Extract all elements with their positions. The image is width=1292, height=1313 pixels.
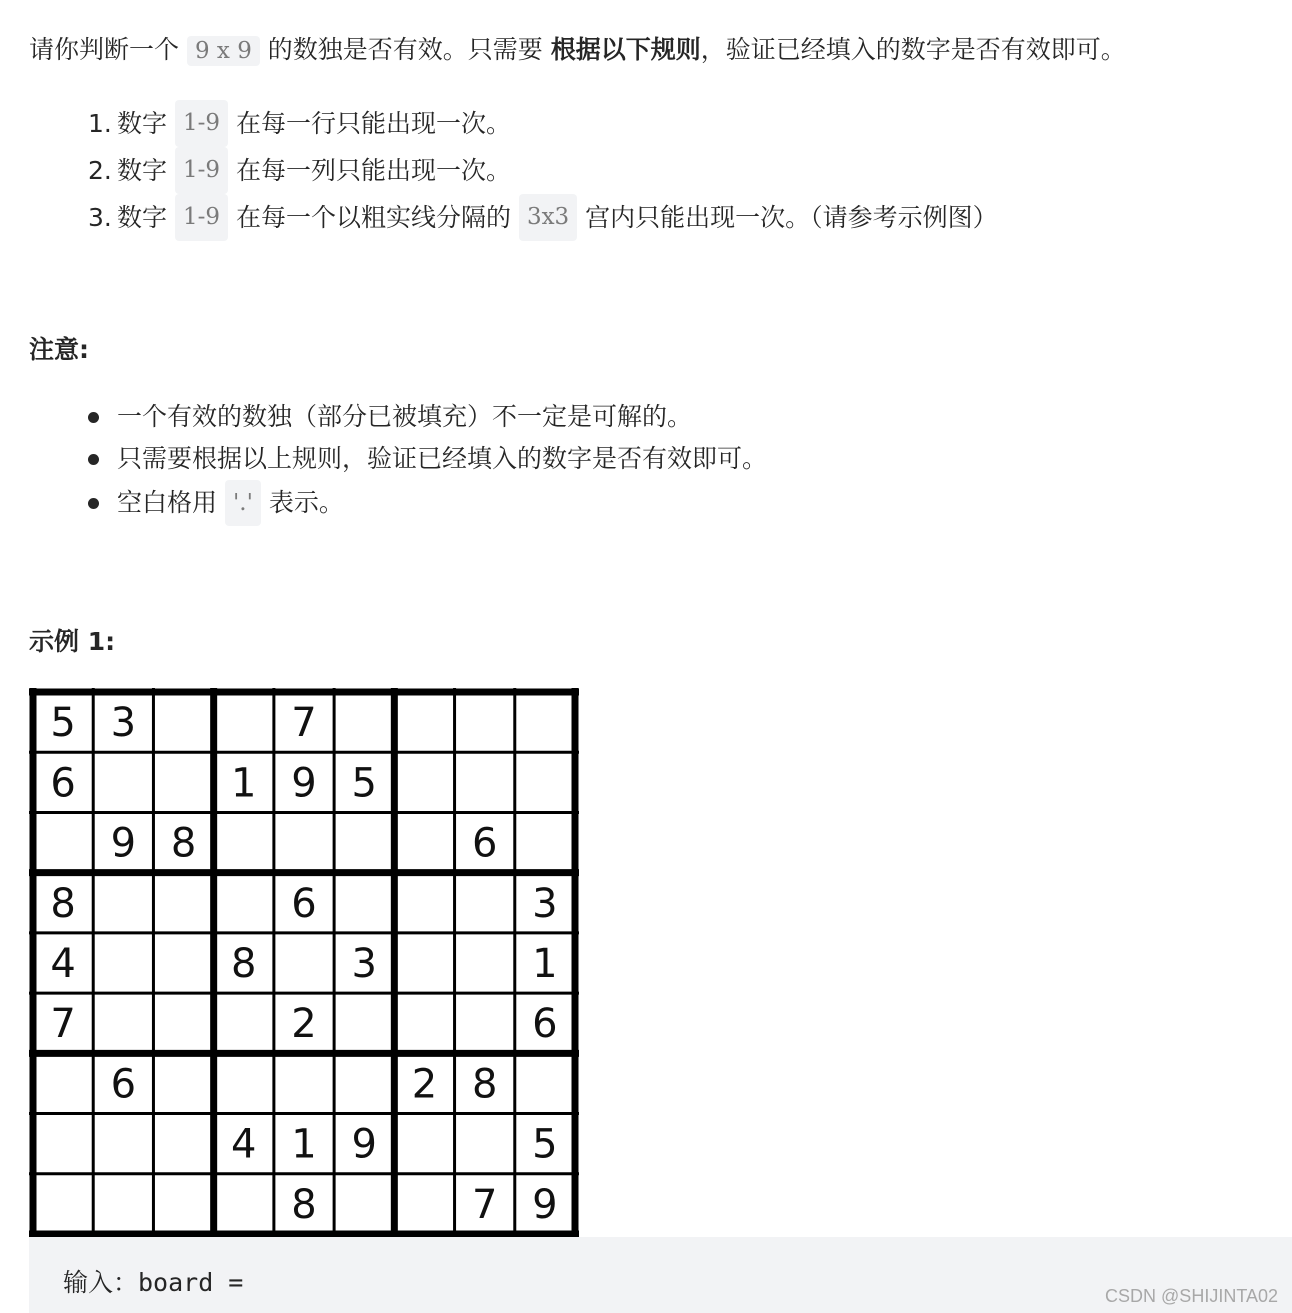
watermark: CSDN @SHIJINTA02	[1105, 1286, 1278, 1306]
sudoku-cell-digit: 2	[291, 1001, 317, 1048]
sudoku-cell-digit: 2	[411, 1061, 438, 1108]
sudoku-cell-digit: 3	[110, 700, 137, 747]
rule-item	[88, 147, 998, 194]
bullet-icon	[88, 498, 99, 509]
bullet-icon	[88, 454, 99, 465]
sudoku-cell-digit: 5	[50, 700, 76, 747]
sudoku-cell-digit: 6	[471, 820, 498, 867]
notes-list	[88, 396, 767, 526]
note-title: 注意:	[29, 335, 89, 364]
sudoku-cell-digit: 8	[291, 1181, 317, 1228]
sudoku-cell-digit: 6	[50, 760, 76, 807]
sudoku-cell-digit: 8	[471, 1061, 498, 1108]
example-code-block	[29, 1237, 1292, 1313]
rule-item	[88, 100, 998, 147]
sudoku-cell-digit: 9	[351, 1121, 377, 1168]
rules-list	[88, 100, 998, 241]
intro-text-before: 请你判断一个	[29, 35, 180, 64]
rule-text-post: 宫内只能出现一次。（请参考示例图）	[585, 203, 998, 232]
rule-code: 1-9	[175, 147, 228, 194]
sudoku-cell-digit: 5	[351, 760, 377, 807]
sudoku-cell-digit: 6	[532, 1001, 558, 1048]
rule-number: 1.	[88, 109, 112, 138]
sudoku-cell-digit: 1	[231, 760, 257, 807]
input-label: 输入：board =	[63, 1268, 244, 1297]
sudoku-cell-digit: 9	[291, 760, 317, 807]
rule-code-box: 3x3	[519, 194, 577, 241]
sudoku-cell-digit: 7	[471, 1181, 498, 1228]
problem-intro	[29, 28, 1126, 73]
rule-code: 1-9	[175, 194, 228, 241]
sudoku-board-image	[29, 688, 579, 1238]
rule-text-post: 在每一列只能出现一次。	[235, 156, 511, 185]
sudoku-cell-digit: 8	[231, 941, 257, 987]
rule-item	[88, 194, 998, 241]
rule-text-pre: 数字	[117, 109, 168, 138]
sudoku-cell-digit: 7	[50, 1001, 76, 1048]
note-text-post: 表示。	[268, 488, 344, 517]
rule-number: 2.	[88, 156, 112, 185]
empty-cell-code: '.'	[225, 480, 261, 526]
sudoku-cell-digit: 8	[170, 820, 197, 867]
note-item	[88, 396, 767, 438]
note-text-pre: 空白格用	[117, 488, 218, 517]
rule-number: 3.	[88, 203, 112, 232]
rule-text-post: 在每一行只能出现一次。	[235, 109, 511, 138]
bullet-icon	[88, 412, 99, 423]
sudoku-cell-digit: 8	[50, 880, 76, 927]
rule-text-pre: 数字	[117, 156, 168, 185]
sudoku-cell-digit: 9	[110, 820, 137, 867]
sudoku-cell-digit: 6	[110, 1061, 137, 1108]
intro-text-middle: 的数独是否有效。只需要	[267, 35, 543, 64]
note-text: 一个有效的数独（部分已被填充）不一定是可解的。	[117, 402, 693, 431]
example-title: 示例 1:	[29, 627, 116, 656]
rule-text-mid: 在每一个以粗实线分隔的	[235, 203, 511, 232]
sudoku-cell-digit: 3	[532, 880, 558, 927]
sudoku-cell-digit: 5	[532, 1121, 558, 1168]
grid-size-code: 9 x 9	[187, 36, 260, 66]
sudoku-cell-digit: 3	[351, 941, 377, 987]
rule-text-pre: 数字	[117, 203, 168, 232]
note-item	[88, 438, 767, 480]
rule-code: 1-9	[175, 100, 228, 147]
sudoku-cell-digit: 1	[532, 941, 558, 987]
sudoku-cell-digit: 9	[532, 1181, 558, 1228]
note-item	[88, 480, 767, 526]
sudoku-cell-digit: 1	[291, 1121, 317, 1168]
intro-text-after: ，验证已经填入的数字是否有效即可。	[700, 35, 1126, 64]
note-text: 只需要根据以上规则，验证已经填入的数字是否有效即可。	[117, 444, 768, 473]
sudoku-cell-digit: 4	[231, 1121, 257, 1168]
sudoku-cell-digit: 6	[291, 880, 317, 927]
sudoku-cell-digit: 4	[50, 941, 76, 987]
intro-bold-rules: 根据以下规则	[550, 35, 701, 64]
sudoku-cell-digit: 7	[291, 700, 317, 747]
